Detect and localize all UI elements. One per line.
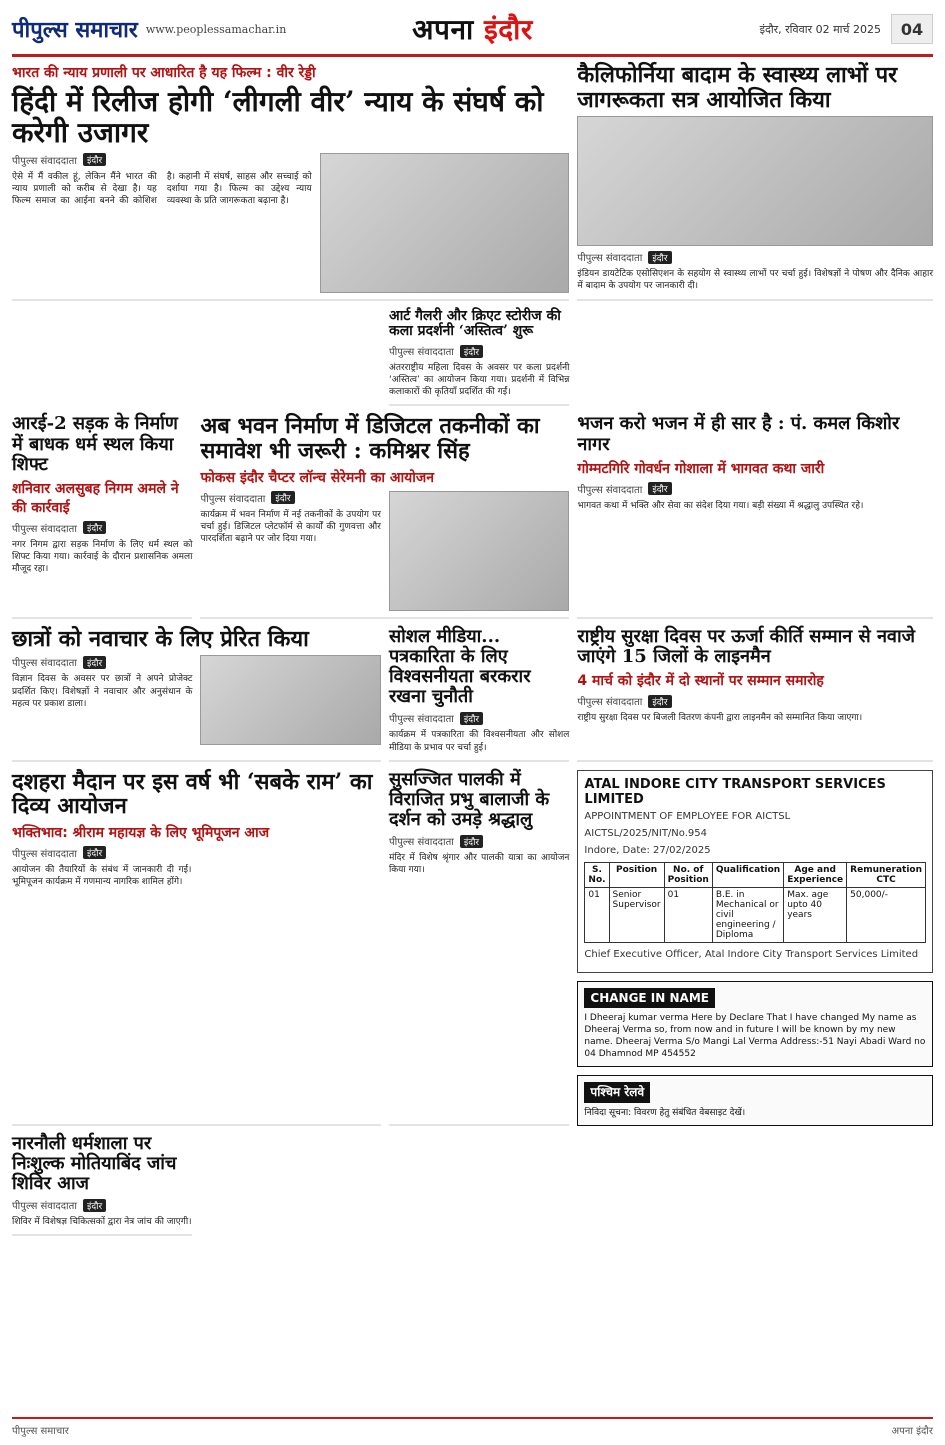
page-number: 04 bbox=[891, 14, 933, 44]
story-byline bbox=[389, 834, 569, 848]
footer-left: पीपुल्स समाचार bbox=[12, 1426, 69, 1437]
story-body: कार्यक्रम में भवन निर्माण में नई तकनीकों के उपयोग पर चर्चा हुई। डिजिटल प्लेटफॉर्म से कार्यों की गुणवत्ता और पारदर्शिता बढ़ाने पर जोर दिया गया। bbox=[200, 509, 381, 545]
byline-name: पीपुल्स संवाददाता bbox=[577, 253, 643, 265]
story-headline: भजन करो भजन में ही सार है : पं. कमल किशोर नागर bbox=[577, 413, 900, 455]
story-subhead: भक्तिभाव: श्रीराम महायज्ञ के लिए भूमिपूजन आज bbox=[12, 824, 270, 841]
byline-location: इंदौर bbox=[460, 835, 483, 848]
story-headline: सोशल मीडिया... पत्रकारिता के लिए विश्वसनीयता बरकरार रखना चुनौती bbox=[388, 625, 531, 708]
ad-aictsl bbox=[577, 770, 933, 973]
story-kicker: भारत की न्याय प्रणाली पर आधारित है यह फिल्म : वीर रेड्डी bbox=[12, 65, 316, 81]
story-headline: अब भवन निर्माण में डिजिटल तकनीकों का समावेश भी जरूरी : कमिश्नर सिंह bbox=[200, 413, 540, 465]
story-byline bbox=[577, 250, 933, 264]
story-digital-techniques bbox=[200, 414, 569, 618]
byline-location: इंदौर bbox=[83, 656, 106, 669]
content-grid bbox=[12, 63, 933, 1236]
ad-footer: Chief Executive Officer, Atal Indore City Transport Services Limited bbox=[584, 948, 919, 960]
story-body: अंतरराष्ट्रीय महिला दिवस के अवसर पर कला प्रदर्शनी ‘अस्तित्व’ का आयोजन किया गया। प्रदर्शनी में विभिन्न कलाकारों की कृतियाँ प्रदर्शित की गईं। bbox=[388, 363, 570, 398]
story-byline bbox=[12, 1198, 192, 1212]
ad-th: S. No. bbox=[585, 862, 609, 887]
story-byline bbox=[200, 491, 380, 505]
ad-td: 01 bbox=[664, 887, 712, 942]
ad-td: 50,000/- bbox=[847, 887, 926, 942]
ad-table bbox=[584, 862, 926, 943]
story-body: भागवत कथा में भक्ति और सेवा का संदेश दिया गया। बड़ी संख्या में श्रद्धालु उपस्थित रहे। bbox=[577, 500, 864, 511]
story-body: ऐसे में मैं वकील हूं, लेकिन मैंने भारत की न्याय प्रणाली को करीब से देखा है। यह फिल्म समाज का आईना बनने की कोशिश है। कहानी में संघर्ष, साहस और सच्चाई को दर्शाया गया है। फिल्म का उद्देश्य न्याय व्यवस्था के प्रति जागरूकता बढ़ाना है। bbox=[12, 171, 312, 206]
story-body: कार्यक्रम में पत्रकारिता की विश्वसनीयता और सोशल मीडिया के प्रभाव पर चर्चा हुई। bbox=[388, 730, 570, 753]
byline-location: इंदौर bbox=[271, 491, 294, 504]
ad-date: Indore, Date: 27/02/2025 bbox=[584, 844, 711, 856]
story-byline bbox=[389, 711, 569, 725]
story-byline bbox=[577, 482, 933, 496]
story-byline bbox=[12, 153, 312, 167]
byline-name: पीपुल्स संवाददाता bbox=[12, 1201, 77, 1213]
story-energy-award bbox=[577, 627, 933, 762]
story-narnauli bbox=[12, 1134, 192, 1237]
section-title-part-1: अपना bbox=[412, 13, 474, 46]
story-byline bbox=[577, 694, 933, 708]
ad-td: Max. age upto 40 years bbox=[784, 887, 847, 942]
ad-td: Senior Supervisor bbox=[609, 887, 664, 942]
brand bbox=[12, 14, 314, 44]
byline-location: इंदौर bbox=[83, 846, 106, 859]
byline-location: इंदौर bbox=[648, 482, 671, 495]
masthead bbox=[12, 10, 933, 57]
brand-name: पीपुल्स समाचार bbox=[12, 17, 138, 43]
byline-name: पीपुल्स संवाददाता bbox=[12, 658, 77, 670]
byline-location: इंदौर bbox=[648, 251, 671, 264]
byline-location: इंदौर bbox=[460, 345, 483, 358]
story-subhead: फोकस इंदौर चैप्टर लॉन्च सेरेमनी का आयोजन bbox=[200, 469, 435, 486]
story-body: राष्ट्रीय सुरक्षा दिवस पर बिजली वितरण कंपनी द्वारा लाइनमैन को सम्मानित किया जाएगा। bbox=[577, 713, 863, 724]
story-balaji bbox=[389, 770, 569, 1126]
masthead-meta bbox=[631, 14, 933, 44]
story-legally-veer bbox=[12, 63, 569, 301]
story-dussehra bbox=[12, 770, 381, 1126]
ad-td: 01 bbox=[585, 887, 609, 942]
section-title-part-2: इंदौर bbox=[484, 13, 533, 46]
story-byline bbox=[12, 521, 192, 535]
story-headline: आरई-2 सड़क के निर्माण में बाधक धर्म स्थल किया शिफ्ट bbox=[12, 413, 178, 475]
notice-text: I Dheeraj kumar verma Here by Declare That I have changed My name as Dheeraj Verma so, from now and in future I will be known by my new name. Dheeraj Verma S/o Mangi Lal Verma Address:-51 Nayi Abadi Ward no 04 Dhamnod MP 454552 bbox=[584, 1012, 926, 1060]
ad-change-name bbox=[577, 981, 933, 1068]
notice-text: निविदा सूचना: विवरण हेतु संबंधित वेबसाइट देखें। bbox=[584, 1107, 746, 1118]
byline-name: पीपुल्स संवाददाता bbox=[577, 484, 643, 496]
byline-name: पीपुल्स संवाददाता bbox=[12, 523, 77, 535]
byline-name: पीपुल्स संवाददाता bbox=[388, 347, 454, 359]
ad-th: No. of Position bbox=[664, 862, 712, 887]
story-headline: हिंदी में रिलीज होगी ‘लीगली वीर’ न्याय के संघर्ष को करेगी उजागर bbox=[12, 85, 544, 150]
byline-name: पीपुल्स संवाददाता bbox=[577, 697, 643, 709]
story-bhajan bbox=[577, 414, 933, 618]
story-body: विज्ञान दिवस के अवसर पर छात्रों ने अपने प्रोजेक्ट प्रदर्शित किए। विशेषज्ञों ने नवाचार और अनुसंधान के महत्व पर प्रकाश डाला। bbox=[12, 674, 193, 709]
byline-location: इंदौर bbox=[83, 1199, 106, 1212]
story-photo bbox=[320, 153, 570, 293]
byline-name: पीपुल्स संवाददाता bbox=[12, 848, 77, 860]
byline-location: इंदौर bbox=[83, 521, 106, 534]
story-headline: कैलिफोर्निया बादाम के स्वास्थ्य लाभों पर जागरूकता सत्र आयोजित किया bbox=[577, 62, 898, 113]
story-almonds bbox=[577, 63, 933, 301]
story-subhead: शनिवार अलसुबह निगम अमले ने की कार्रवाई bbox=[12, 480, 179, 516]
ad-railway bbox=[577, 1075, 933, 1125]
story-body: शिविर में विशेषज्ञ चिकित्सकों द्वारा नेत्र जांच की जाएगी। bbox=[12, 1217, 192, 1228]
ad-th: Age and Experience bbox=[784, 862, 847, 887]
story-road-construction bbox=[12, 414, 192, 618]
story-body: इंडियन डायटेटिक एसोसिएशन के सहयोग से स्वास्थ्य लाभों पर चर्चा हुई। विशेषज्ञों ने पोषण और दैनिक आहार में बादाम के उपयोग पर जानकारी दी। bbox=[577, 269, 933, 292]
section-title bbox=[314, 10, 631, 48]
story-headline: राष्ट्रीय सुरक्षा दिवस पर ऊर्जा कीर्ति सम्मान से नवाजे जाएंगे 15 जिलों के लाइनमैन bbox=[577, 625, 915, 667]
story-subhead: 4 मार्च को इंदौर में दो स्थानों पर सम्मान समारोह bbox=[577, 673, 824, 690]
byline-name: पीपुल्स संवाददाता bbox=[388, 714, 454, 726]
story-headline: सुसज्जित पालकी में विराजित प्रभु बालाजी के दर्शन को उमड़े श्रद्धालु bbox=[388, 768, 550, 830]
ad-org: ATAL INDORE CITY TRANSPORT SERVICES LIMITED bbox=[584, 776, 886, 807]
story-body: नगर निगम द्वारा सड़क निर्माण के लिए धर्म स्थल को शिफ्ट किया गया। कार्रवाई के दौरान प्रशासनिक अमला मौजूद रहा। bbox=[12, 539, 193, 575]
ad-th: Remuneration CTC bbox=[847, 862, 926, 887]
ad-ref: AICTSL/2025/NIT/No.954 bbox=[584, 827, 707, 839]
story-social-media bbox=[389, 627, 569, 762]
story-headline: छात्रों को नवाचार के लिए प्रेरित किया bbox=[12, 625, 309, 652]
story-headline: आर्ट गैलरी और क्रिएट स्टोरीज की कला प्रदर्शनी ‘अस्तित्व’ शुरू bbox=[388, 307, 561, 340]
byline-name: पीपुल्स संवाददाता bbox=[200, 493, 266, 505]
story-byline bbox=[12, 655, 192, 669]
story-body: आयोजन की तैयारियों के संबंध में जानकारी दी गई। भूमिपूजन कार्यक्रम में गणमान्य नागरिक शामिल होंगे। bbox=[12, 864, 192, 888]
ad-th: Position bbox=[609, 862, 664, 887]
story-photo bbox=[200, 655, 380, 745]
ads-column bbox=[577, 770, 933, 1126]
page-footer bbox=[12, 1417, 933, 1437]
byline-name: पीपुल्स संवाददाता bbox=[388, 837, 454, 849]
story-photo bbox=[577, 116, 933, 246]
story-students-innovation bbox=[12, 627, 381, 762]
story-headline: दशहरा मैदान पर इस वर्ष भी ‘सबके राम’ का दिव्य आयोजन bbox=[12, 768, 373, 820]
story-headline: नारनौली धर्मशाला पर निःशुल्क मोतियाबिंद जांच शिविर आज bbox=[12, 1132, 177, 1195]
story-photo bbox=[389, 491, 569, 611]
byline-location: इंदौर bbox=[460, 712, 483, 725]
brand-website[interactable]: www.peoplessamachar.in bbox=[145, 22, 287, 36]
story-subhead: गोम्मटगिरि गोवर्धन गोशाला में भागवत कथा जारी bbox=[577, 460, 825, 477]
byline-name: पीपुल्स संवाददाता bbox=[12, 155, 77, 167]
story-art-exhibition bbox=[389, 309, 569, 407]
ad-title: APPOINTMENT OF EMPLOYEE FOR AICTSL bbox=[584, 810, 791, 822]
ad-th: Qualification bbox=[712, 862, 783, 887]
story-byline bbox=[12, 846, 381, 860]
notice-title: CHANGE IN NAME bbox=[584, 988, 715, 1008]
ad-td: B.E. in Mechanical or civil engineering / Diploma bbox=[712, 887, 783, 942]
byline-location: इंदौर bbox=[648, 695, 671, 708]
story-body: मंदिर में विशेष श्रृंगार और पालकी यात्रा का आयोजन किया गया। bbox=[388, 853, 570, 876]
footer-right: अपना इंदौर bbox=[891, 1426, 933, 1437]
story-byline bbox=[389, 344, 569, 358]
notice-title: पश्चिम रेलवे bbox=[584, 1082, 650, 1102]
byline-location: इंदौर bbox=[83, 153, 106, 166]
dateline: इंदौर, रविवार 02 मार्च 2025 bbox=[759, 22, 881, 36]
